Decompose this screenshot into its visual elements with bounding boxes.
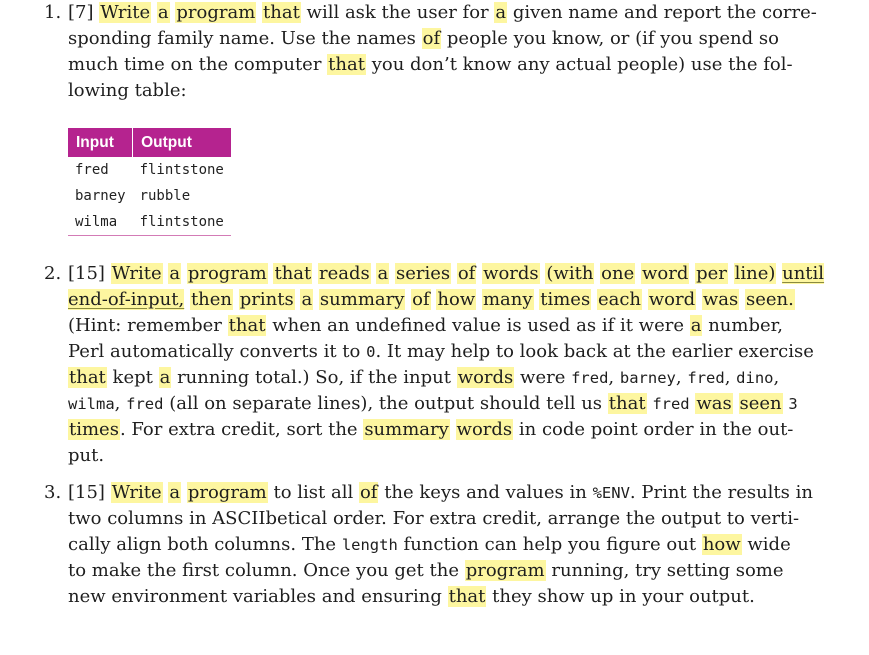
table-cell: fred [75,162,109,178]
text-line: two columns in ASCIIbetical order. For extra credit, arrange the output to verti- [68,508,800,529]
name-table [68,128,231,236]
column-header-input: Input [68,128,133,157]
text-line: times. For extra credit, sort the summary words in code point order in the out- [69,419,794,440]
column-header-output: Output [133,128,231,157]
exercise-text [68,480,813,610]
text-line: [7] Write a program that will ask the user for a given name and report the corre- [68,2,817,23]
text-line: new environment variables and ensuring that they show up in your output. [68,586,755,607]
text-line: sponding family name. Use the names of people you know, or (if you spend so [68,28,779,49]
text-line: cally align both columns. The length function can help you figure out how wide [68,534,791,555]
table-row [68,209,231,236]
text-line: Perl automatically converts it to 0. It may help to look back at the earlier exercise [68,341,814,362]
exercise-number: 3. [44,482,62,503]
text-line: [15] Write a program that reads a series of words (with one word per line) until [68,263,825,284]
table-header-row [68,128,231,157]
text-line: to make the first column. Once you get the program running, try setting some [68,560,784,581]
exercise-text [68,261,825,469]
exercise-2 [44,261,825,469]
exercise-1 [44,0,817,104]
text-line: wilma, fred (all on separate lines), the output should tell us that fred was seen 3 [68,393,798,414]
text-line: end-of-input, then prints a summary of how many times each word was seen. [68,289,794,310]
table-cell: flintstone [139,162,224,178]
table-cell: barney [75,188,126,204]
exercise-text [68,0,817,104]
table-row [68,183,231,209]
exercise-3 [44,480,813,610]
text-line: [15] Write a program to list all of the keys and values in %ENV. Print the results in [68,482,813,503]
table-cell: wilma [68,209,133,236]
text-line: put. [68,445,105,466]
exercise-number: 2. [44,263,62,284]
exercise-number: 1. [44,2,62,23]
table-row [68,157,231,183]
text-line: much time on the computer that you don’t know any actual people) use the fol- [68,54,793,75]
table-cell: flintstone [133,209,231,236]
text-line: (Hint: remember that when an undefined value is used as if it were a number, [68,315,783,336]
text-line: lowing table: [68,80,187,101]
table-cell: rubble [139,188,191,204]
text-line: that kept a running total.) So, if the input words were fred, barney, fred, dino, [69,367,780,388]
